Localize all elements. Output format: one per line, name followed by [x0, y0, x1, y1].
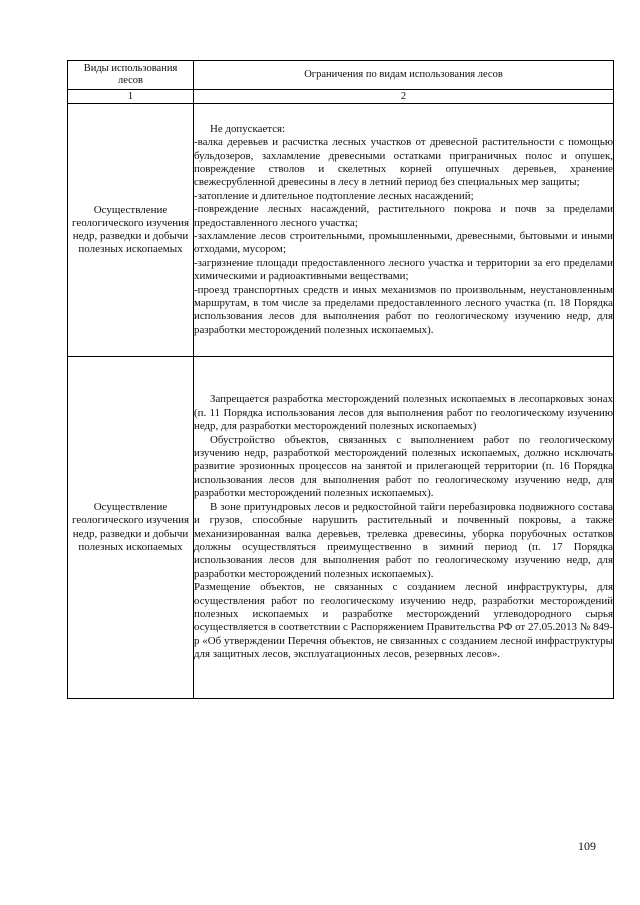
restriction-paragraph: -валка деревьев и расчистка лесных участков от древесной растительности с помощью бульдозеров, захламление древесными остатками приграничных полос и опушек, повреждение стволов и скелетных корней опушечных деревьев, хранение свежесрубленной древесины в лесу в летний период без специальных мер защиты; [194, 136, 613, 189]
restriction-paragraph: Обустройство объектов, связанных с выполнением работ по геологическому изучению недр, разработкой месторождений полезных ископаемых, должно исключать развитие эрозионных процессов на занятой и прилегающей территории (п. 16 Порядка использования лесов для выполнения работ по геологическому изучению недр, для разработки месторождений полезных ископаемых). [194, 433, 613, 500]
restrictions-table [67, 60, 614, 699]
restriction-paragraph: Запрещается разработка месторождений полезных ископаемых в лесопарковых зонах (п. 11 Порядка использования лесов для выполнения работ по геологическому изучению недр, для разработки месторождений полезных ископаемых) [194, 393, 613, 433]
column-number-row [68, 90, 614, 104]
page-number: 109 [578, 839, 596, 853]
table-row [68, 104, 614, 357]
restrictions-cell [194, 104, 614, 357]
restriction-paragraph: В зоне притундровых лесов и редкостойной тайги перебазировка подвижного состава и грузов, способные нарушить растительный и почвенный покровы, а также механизированная валка деревьев, трелевка древесины, уборка порубочных остатков должны осуществляться преимущественно в зимний период (п. 17 Порядка использования лесов для выполнения работ по геологическому изучению недр, для разработки месторождений полезных ископаемых). [194, 500, 613, 580]
header-col-restrictions-text: Ограничения по видам использования лесов [304, 69, 503, 80]
header-col-restrictions [194, 61, 614, 90]
restriction-paragraph: Размещение объектов, не связанных с созданием лесной инфраструктуры, для осуществления работ по геологическому изучению недр, разработки месторождений полезных ископаемых и разработке месторождений углеводородного сырья осуществляется в соответствии с Распоряжением Правительства РФ от 27.05.2013 № 849-р «Об утверждении Перечня объектов, не связанных с созданием лесной инфраструктуры для защитных лесов, эксплуатационных лесов, резервных лесов». [194, 581, 613, 661]
restriction-paragraph: -затопление и длительное подтопление лесных насаждений; [194, 189, 474, 202]
header-col-usage-types [68, 61, 194, 90]
column-number-2: 2 [194, 90, 614, 104]
restriction-paragraph: -проезд транспортных средств и иных механизмов по произвольным, неустановленным маршрутам, в том числе за пределами предоставленного лесного участка (п. 18 Порядка использования лесов для выполнения работ по геологическому изучению недр, для разработки месторождений полезных ископаемых). [194, 283, 613, 336]
header-col-usage-types-text: Виды использования лесов [83, 63, 178, 86]
column-number-1: 1 [68, 90, 194, 104]
restriction-paragraph: Не допускается: [210, 122, 286, 135]
restriction-paragraph: -загрязнение площади предоставленного лесного участка и территории за его пределами химическими и радиоактивными веществами; [194, 256, 613, 283]
activity-cell: Осуществление геологического изучения недр, разведки и добычи полезных ископаемых [68, 104, 194, 357]
table-header-row [68, 61, 614, 90]
restriction-paragraph: -захламление лесов строительными, промышленными, древесными, бытовыми и иными отходами, мусором; [194, 230, 613, 256]
restriction-paragraph: -повреждение лесных насаждений, растительного покрова и почв за пределами предоставленного лесного участка; [194, 203, 613, 229]
activity-cell: Осуществление геологического изучения недр, разведки и добычи полезных ископаемых [68, 357, 194, 699]
table-row [68, 357, 614, 699]
restrictions-cell [194, 357, 614, 699]
